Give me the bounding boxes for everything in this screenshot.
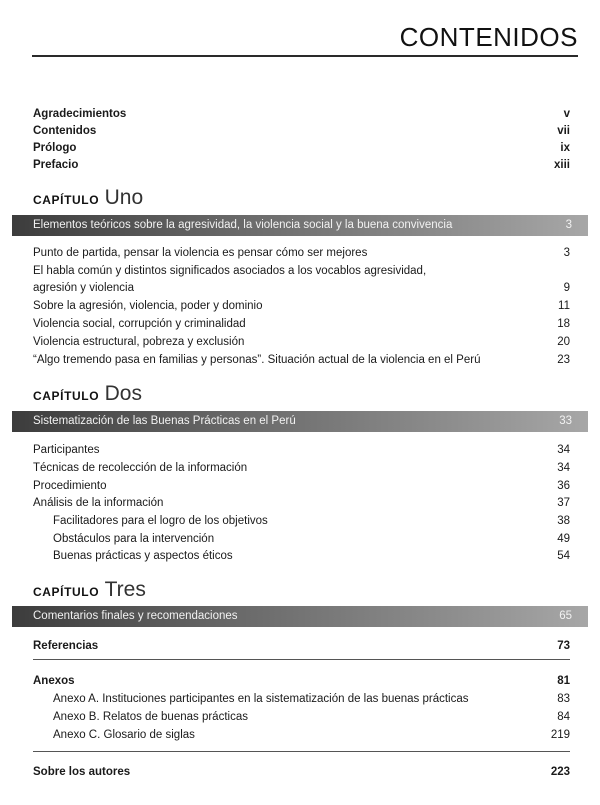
chapter-number: Dos <box>104 382 142 405</box>
toc-entry[interactable] <box>33 460 570 477</box>
chapter-heading-uno <box>33 186 143 212</box>
toc-label: Anexo C. Glosario de siglas <box>53 729 195 741</box>
chapter-banner-page: 3 <box>565 219 572 231</box>
toc-entry[interactable] <box>33 245 570 262</box>
chapter-heading-dos <box>33 382 142 408</box>
toc-entry-agradecimientos[interactable] <box>33 106 570 123</box>
toc-entry[interactable] <box>33 478 570 495</box>
toc-entry[interactable] <box>33 334 570 351</box>
toc-entry-contenidos[interactable] <box>33 123 570 140</box>
toc-label: Punto de partida, pensar la violencia es pensar cómo ser mejores <box>33 247 368 259</box>
toc-page: 23 <box>557 354 570 366</box>
toc-entry-prologo[interactable] <box>33 140 570 157</box>
toc-label: Participantes <box>33 444 100 456</box>
chapter-banner-title: Elementos teóricos sobre la agresividad, la violencia social y la buena convivencia <box>33 219 453 231</box>
toc-label: Prefacio <box>33 159 79 171</box>
toc-label: Sobre la agresión, violencia, poder y dominio <box>33 300 263 312</box>
toc-entry[interactable] <box>33 442 570 459</box>
toc-entry-autores[interactable] <box>33 764 570 781</box>
toc-subentry[interactable] <box>33 727 570 744</box>
toc-label: agresión y violencia <box>33 282 135 294</box>
toc-page: v <box>563 108 570 120</box>
toc-label: Anexo B. Relatos de buenas prácticas <box>53 711 248 723</box>
chapter-number: Uno <box>104 186 144 209</box>
toc-page: 37 <box>557 497 570 509</box>
toc-entry[interactable] <box>33 263 570 280</box>
toc-page: 49 <box>557 533 570 545</box>
toc-subentry[interactable] <box>33 709 570 726</box>
toc-page: 3 <box>563 247 570 259</box>
chapter-banner-dos[interactable] <box>12 411 588 432</box>
toc-label: Anexos <box>33 675 75 687</box>
toc-entry-prefacio[interactable] <box>33 157 570 174</box>
toc-subentry[interactable] <box>33 691 570 708</box>
toc-page: ix <box>560 142 570 154</box>
toc-page: 20 <box>557 336 570 348</box>
toc-page: 38 <box>557 515 570 527</box>
toc-page: vii <box>557 125 570 137</box>
page-title: CONTENIDOS <box>399 22 578 52</box>
toc-subentry[interactable] <box>33 531 570 548</box>
chapter-banner-page: 33 <box>559 415 572 427</box>
toc-page: 36 <box>557 480 570 492</box>
toc-entry[interactable] <box>33 280 570 297</box>
toc-label: Contenidos <box>33 125 97 137</box>
toc-label: Agradecimientos <box>33 108 127 120</box>
toc-label: Facilitadores para el logro de los objetivos <box>53 515 268 527</box>
toc-entry[interactable] <box>33 298 570 315</box>
toc-label: Técnicas de recolección de la información <box>33 462 248 474</box>
toc-page: 223 <box>550 766 570 778</box>
toc-page: 73 <box>557 640 570 652</box>
toc-page: 34 <box>557 462 570 474</box>
toc-page: 9 <box>563 282 570 294</box>
toc-entry-anexos[interactable] <box>33 673 570 690</box>
toc-label: Referencias <box>33 640 99 652</box>
chapter-banner-title: Sistematización de las Buenas Prácticas en el Perú <box>33 415 296 427</box>
chapter-prefix: CAPÍTULO <box>33 389 100 403</box>
toc-label: Violencia social, corrupción y criminalidad <box>33 318 246 330</box>
toc-label: “Algo tremendo pasa en familias y personas”. Situación actual de la violencia en el Perú <box>33 354 481 366</box>
toc-page: 84 <box>557 711 570 723</box>
toc-subentry[interactable] <box>33 513 570 530</box>
chapter-prefix: CAPÍTULO <box>33 193 100 207</box>
toc-page: 83 <box>557 693 570 705</box>
toc-label: Sobre los autores <box>33 766 131 778</box>
toc-subentry[interactable] <box>33 548 570 565</box>
toc-page: 11 <box>558 300 570 312</box>
toc-label: Obstáculos para la intervención <box>53 533 215 545</box>
toc-label: El habla común y distintos significados asociados a los vocablos agresividad, <box>33 265 427 277</box>
title-divider <box>32 55 578 57</box>
toc-page: 18 <box>557 318 570 330</box>
toc-label: Buenas prácticas y aspectos éticos <box>53 550 233 562</box>
toc-page: xiii <box>554 159 570 171</box>
section-divider <box>33 751 570 752</box>
toc-entry-referencias[interactable] <box>33 638 570 655</box>
chapter-banner-uno[interactable] <box>12 215 588 236</box>
chapter-banner-tres[interactable] <box>12 606 588 627</box>
chapter-number: Tres <box>104 578 146 601</box>
chapter-heading-tres <box>33 578 146 604</box>
chapter-banner-title: Comentarios finales y recomendaciones <box>33 610 238 622</box>
toc-label: Violencia estructural, pobreza y exclusión <box>33 336 245 348</box>
toc-entry[interactable] <box>33 316 570 333</box>
toc-entry[interactable] <box>33 352 570 369</box>
toc-entry[interactable] <box>33 495 570 512</box>
toc-page: 54 <box>557 550 570 562</box>
toc-page: 219 <box>550 729 570 741</box>
toc-label: Análisis de la información <box>33 497 164 509</box>
section-divider <box>33 659 570 660</box>
toc-label: Procedimiento <box>33 480 107 492</box>
toc-page: 81 <box>557 675 570 687</box>
toc-page: 34 <box>557 444 570 456</box>
chapter-banner-page: 65 <box>559 610 572 622</box>
chapter-prefix: CAPÍTULO <box>33 585 100 599</box>
toc-label: Anexo A. Instituciones participantes en la sistematización de las buenas prácticas <box>53 693 469 705</box>
toc-label: Prólogo <box>33 142 77 154</box>
